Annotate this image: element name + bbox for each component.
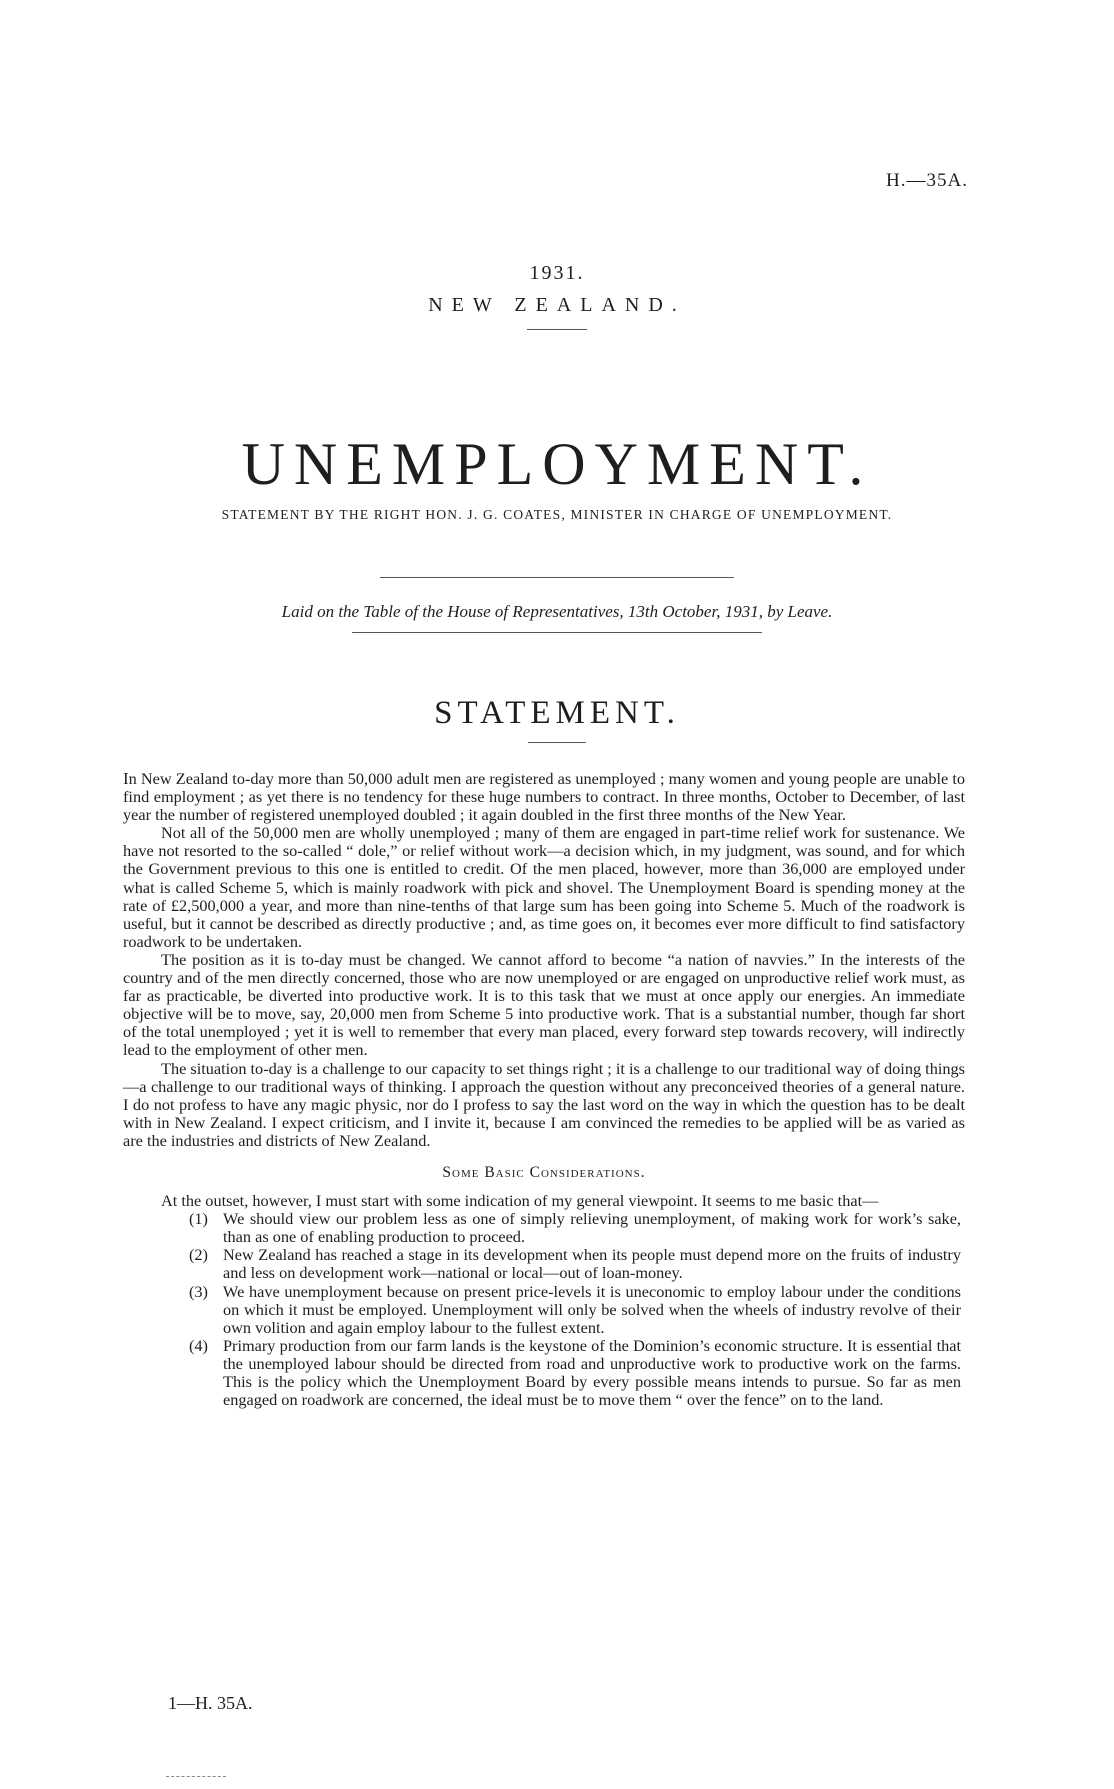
- section-intro: At the outset, however, I must start with some indication of my general viewpoint. It seems to me basic that—: [161, 1191, 879, 1211]
- list-item-number: (1): [189, 1209, 208, 1229]
- divider-statement: [528, 742, 586, 743]
- divider-upper: [380, 577, 734, 578]
- statement-body: [123, 770, 965, 1409]
- list-item: [123, 1283, 965, 1337]
- list-item-text: We should view our problem less as one of simply relieving unemployment, of making work for work’s sake, than as one of enabling production to proceed.: [223, 1209, 961, 1247]
- basic-considerations-list: [123, 1210, 965, 1409]
- list-item-number: (3): [189, 1281, 208, 1301]
- list-item-text: Primary production from our farm lands is the keystone of the Dominion’s economic structure. It is essential that the unemployed labour should be directed from road and unproductive work to productive work on the farms. This is the policy which the Unemployment Board by every possible means intends to pursue. So far as men engaged on roadwork are concerned, the ideal must be to move them “ over the fence” on to the land.: [223, 1335, 961, 1410]
- list-item: [123, 1337, 965, 1409]
- statement-title: STATEMENT.: [434, 695, 680, 731]
- main-title: UNEMPLOYMENT.: [241, 431, 873, 497]
- divider-short: [527, 329, 587, 330]
- margin-mark: [166, 1776, 226, 1777]
- list-item: [123, 1210, 965, 1246]
- list-item-text: New Zealand has reached a stage in its development when its people must depend more on the fruits of industry and less on development work—national or local—out of loan-money.: [223, 1245, 961, 1283]
- divider-lower: [352, 632, 762, 633]
- paragraph-2: Not all of the 50,000 men are wholly unemployed ; many of them are engaged in part-time relief work for sustenance. We have not resorted to the so-called “ dole,” or relief without work—a decision which, in my judgment, was sound, and for which the Government previous to this one is entitled to credit. Of the men placed, however, more than 36,000 are employed under what is called Scheme 5, which is mainly roadwork with pick and shovel. The Unemployment Board is spending money at the rate of £2,500,000 a year, and more than nine-tenths of that large sum has been going into Scheme 5. Much of the roadwork is useful, but it cannot be described as directly productive ; and, as time goes on, it becomes ever more difficult to find satisfactory roadwork to be undertaken.: [123, 823, 965, 951]
- paragraph-3: The position as it is to-day must be changed. We cannot afford to become “a nation of navvies.” In the interests of the country and of the men directly concerned, those who are now unemployed or are engaged on unproductive relief work must, as far as practicable, be diverted into productive work. It is to this task that we must at once apply our energies. An immediate objective will be to move, say, 20,000 men from Scheme 5 into productive work. That is a substantial number, though far short of the total unemployed ; yet it is well to remember that every man placed, every forward step towards recovery, will indirectly lead to the employment of other men.: [123, 949, 965, 1060]
- page-footer-signature: 1—H. 35A.: [168, 1693, 253, 1713]
- subtitle: STATEMENT BY THE RIGHT HON. J. G. COATES, MINISTER IN CHARGE OF UNEMPLOYMENT.: [221, 507, 893, 522]
- document-reference: H.—35A.: [886, 170, 968, 191]
- list-item: [123, 1246, 965, 1282]
- list-item-number: (2): [189, 1245, 208, 1265]
- list-item-number: (4): [189, 1335, 208, 1355]
- paragraph-4: The situation to-day is a challenge to our capacity to set things right ; it is a challenge to our traditional way of doing things—a challenge to our traditional ways of thinking. I approach the question without any preconceived theories of a general nature. I do not profess to have any magic physic, nor do I profess to say the last word on the way in which the question has to be dealt with in New Zealand. I expect criticism, and I invite it, because I am convinced the remedies to be applied will be as varied as are the industries and districts of New Zealand.: [123, 1058, 965, 1150]
- laid-on-table-note: Laid on the Table of the House of Representatives, 13th October, 1931, by Leave.: [281, 602, 833, 621]
- paragraph-1: In New Zealand to-day more than 50,000 adult men are registered as unemployed ; many women and young people are unable to find employment ; as yet there is no tendency for these huge numbers to contract. In three months, October to December, of last year the number of registered unemployed doubled ; it again doubled in the first three months of the New Year.: [123, 769, 965, 825]
- section-heading: Some Basic Considerations.: [442, 1163, 646, 1181]
- year: 1931.: [529, 262, 585, 284]
- list-item-text: We have unemployment because on present price-levels it is uneconomic to employ labour under the conditions on which it must be employed. Unemployment will only be solved when the wheels of industry revolve of their own volition and again employ labour to the fullest extent.: [223, 1281, 961, 1337]
- country: NEW ZEALAND.: [428, 294, 686, 316]
